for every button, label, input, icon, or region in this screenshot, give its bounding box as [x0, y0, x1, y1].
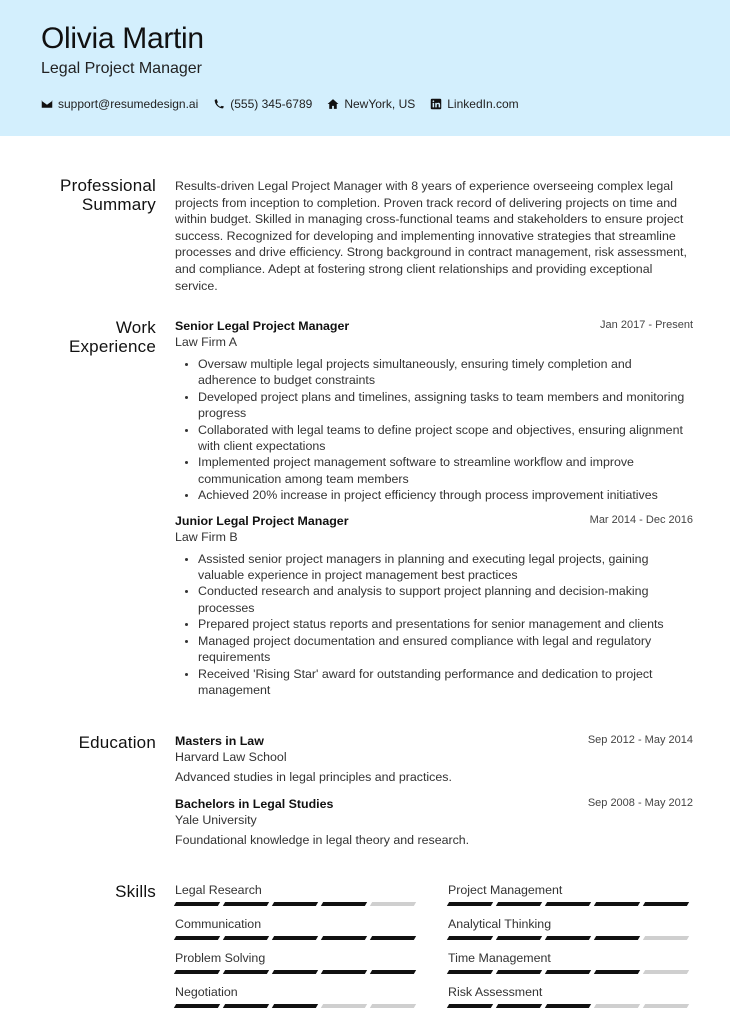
- job-entry: [175, 513, 693, 699]
- skill-segment-empty: [370, 902, 416, 906]
- linkedin-text: LinkedIn.com: [447, 97, 519, 111]
- education-heading: Education: [78, 733, 156, 752]
- skill-segment-empty: [321, 1004, 367, 1008]
- skill-item: [448, 984, 693, 1009]
- education-entry: [175, 796, 693, 848]
- skill-segment-filled: [223, 1004, 269, 1008]
- skills-heading: Skills: [115, 882, 156, 901]
- skill-item: [448, 950, 693, 975]
- bullet-item: Implemented project management software to streamline workflow and improve communication among team members: [175, 454, 693, 487]
- resume-header: [0, 0, 730, 136]
- skill-segment-filled: [594, 902, 640, 906]
- skill-segment-filled: [223, 970, 269, 974]
- job-bullets: [175, 551, 693, 699]
- bullet-item: Managed project documentation and ensured compliance with legal and regulatory requirements: [175, 633, 693, 666]
- skills-grid: [175, 882, 693, 1009]
- skill-segment-filled: [594, 936, 640, 940]
- skill-segment-filled: [594, 970, 640, 974]
- skill-segment-filled: [447, 936, 493, 940]
- contact-email[interactable]: [41, 97, 198, 111]
- bullet-item: Oversaw multiple legal projects simultaneously, ensuring timely completion and adherence to budget constraints: [175, 356, 693, 389]
- bullet-item: Conducted research and analysis to support project planning and decision-making processes: [175, 583, 693, 616]
- skill-segment-empty: [643, 1004, 689, 1008]
- degree: Masters in Law: [175, 734, 264, 748]
- skill-name: Legal Research: [175, 883, 262, 897]
- skill-name: Project Management: [448, 883, 563, 897]
- heading-line: Work: [115, 318, 156, 337]
- skill-segment-empty: [643, 936, 689, 940]
- experience-heading: [6, 318, 156, 356]
- contact-info: [41, 97, 534, 111]
- envelope-icon: [41, 98, 53, 110]
- summary-text: Results-driven Legal Project Manager with 8 years of experience overseeing complex legal projects from inception to completion. Proven track record of delivering projects on time and within budget. Skilled in managing cross-functional teams and stakeholders to ensure project success. Recognized for developing and implementing innovative strategies that streamline processes and drive efficiency. Strong background in contract management, risk assessment, and compliance. Adept at fostering strong client relationships and providing exceptional service.: [175, 179, 687, 293]
- skill-segment-filled: [272, 902, 318, 906]
- bullet-item: Prepared project status reports and presentations for senior management and clients: [175, 616, 693, 632]
- contact-location: [327, 97, 415, 111]
- degree: Bachelors in Legal Studies: [175, 797, 334, 811]
- job-dates: Mar 2014 - Dec 2016: [589, 513, 693, 526]
- skill-segment-filled: [370, 936, 416, 940]
- job-entry: [175, 318, 693, 504]
- skill-level-bar: [175, 936, 420, 941]
- linkedin-icon: [430, 98, 442, 110]
- skill-segment-empty: [370, 1004, 416, 1008]
- skill-segment-filled: [272, 1004, 318, 1008]
- skill-item: [175, 984, 420, 1009]
- education-dates: Sep 2008 - May 2012: [587, 797, 693, 809]
- skill-item: [448, 916, 693, 941]
- skill-segment-filled: [545, 970, 591, 974]
- skill-segment-filled: [321, 902, 367, 906]
- skill-segment-filled: [223, 902, 269, 906]
- skill-level-bar: [448, 970, 693, 975]
- phone-icon: [213, 98, 225, 110]
- email-text: support@resumedesign.ai: [58, 97, 199, 111]
- job-company: Law Firm B: [175, 529, 238, 544]
- skill-name: Problem Solving: [175, 951, 266, 965]
- contact-linkedin[interactable]: [430, 97, 518, 111]
- skill-name: Risk Assessment: [448, 985, 543, 999]
- job-title: Junior Legal Project Manager: [175, 513, 349, 528]
- skill-segment-filled: [643, 902, 689, 906]
- skill-level-bar: [448, 936, 693, 941]
- school: Yale University: [175, 813, 257, 827]
- heading-line: Experience: [68, 337, 156, 356]
- skill-segment-empty: [643, 970, 689, 974]
- school: Harvard Law School: [175, 750, 287, 764]
- job-title: Senior Legal Project Manager: [175, 319, 350, 333]
- job-company: Law Firm A: [175, 335, 237, 349]
- location-text: NewYork, US: [344, 97, 416, 111]
- skill-segment-filled: [545, 1004, 591, 1008]
- skill-segment-filled: [174, 902, 220, 906]
- skill-name: Analytical Thinking: [448, 917, 552, 931]
- skill-name: Negotiation: [175, 985, 238, 999]
- skill-segment-filled: [321, 970, 367, 974]
- skill-segment-filled: [447, 970, 493, 974]
- skill-segment-filled: [496, 902, 542, 906]
- job-bullets: [175, 356, 693, 504]
- skill-segment-filled: [223, 936, 269, 940]
- bullet-item: Developed project plans and timelines, assigning tasks to team members and monitoring progress: [175, 389, 693, 422]
- skill-item: [175, 916, 420, 941]
- heading-line: Professional: [60, 176, 156, 195]
- bullet-item: Achieved 20% increase in project efficiency through process improvement initiatives: [175, 487, 693, 503]
- skill-segment-filled: [370, 970, 416, 974]
- phone-text: (555) 345-6789: [230, 97, 313, 111]
- skill-segment-filled: [545, 936, 591, 940]
- skill-level-bar: [175, 1004, 420, 1009]
- skill-name: Time Management: [448, 951, 551, 965]
- heading-line: Summary: [81, 195, 156, 214]
- home-icon: [327, 98, 339, 110]
- skill-segment-filled: [174, 936, 220, 940]
- skill-item: [175, 950, 420, 975]
- skill-level-bar: [448, 902, 693, 907]
- skill-segment-filled: [272, 936, 318, 940]
- summary-heading: [6, 176, 156, 214]
- skill-level-bar: [175, 902, 420, 907]
- skill-segment-filled: [496, 1004, 542, 1008]
- bullet-item: Assisted senior project managers in planning and executing legal projects, gaining valuable experience in project management best practices: [175, 551, 693, 584]
- contact-phone[interactable]: [213, 97, 312, 111]
- skill-segment-filled: [447, 1004, 493, 1008]
- candidate-title: Legal Project Manager: [41, 60, 202, 77]
- education-description: Foundational knowledge in legal theory and research.: [175, 833, 470, 847]
- skill-segment-filled: [174, 970, 220, 974]
- skill-segment-filled: [496, 970, 542, 974]
- skill-segment-filled: [545, 902, 591, 906]
- bullet-item: Received 'Rising Star' award for outstanding performance and dedication to project management: [175, 666, 693, 699]
- skill-segment-filled: [321, 936, 367, 940]
- education-entry: [175, 733, 693, 785]
- skill-segment-filled: [272, 970, 318, 974]
- education-description: Advanced studies in legal principles and practices.: [175, 770, 452, 784]
- skill-level-bar: [448, 1004, 693, 1009]
- skill-item: [175, 882, 420, 907]
- skill-item: [448, 882, 693, 907]
- bullet-item: Collaborated with legal teams to define project scope and objectives, ensuring alignment with client expectations: [175, 422, 693, 455]
- skill-name: Communication: [175, 917, 262, 931]
- skill-level-bar: [175, 970, 420, 975]
- skill-segment-filled: [496, 936, 542, 940]
- education-dates: Sep 2012 - May 2014: [587, 734, 693, 746]
- skill-segment-empty: [594, 1004, 640, 1008]
- skill-segment-filled: [174, 1004, 220, 1008]
- job-dates: Jan 2017 - Present: [600, 319, 693, 331]
- skill-segment-filled: [447, 902, 493, 906]
- candidate-name: Olivia Martin: [41, 22, 204, 55]
